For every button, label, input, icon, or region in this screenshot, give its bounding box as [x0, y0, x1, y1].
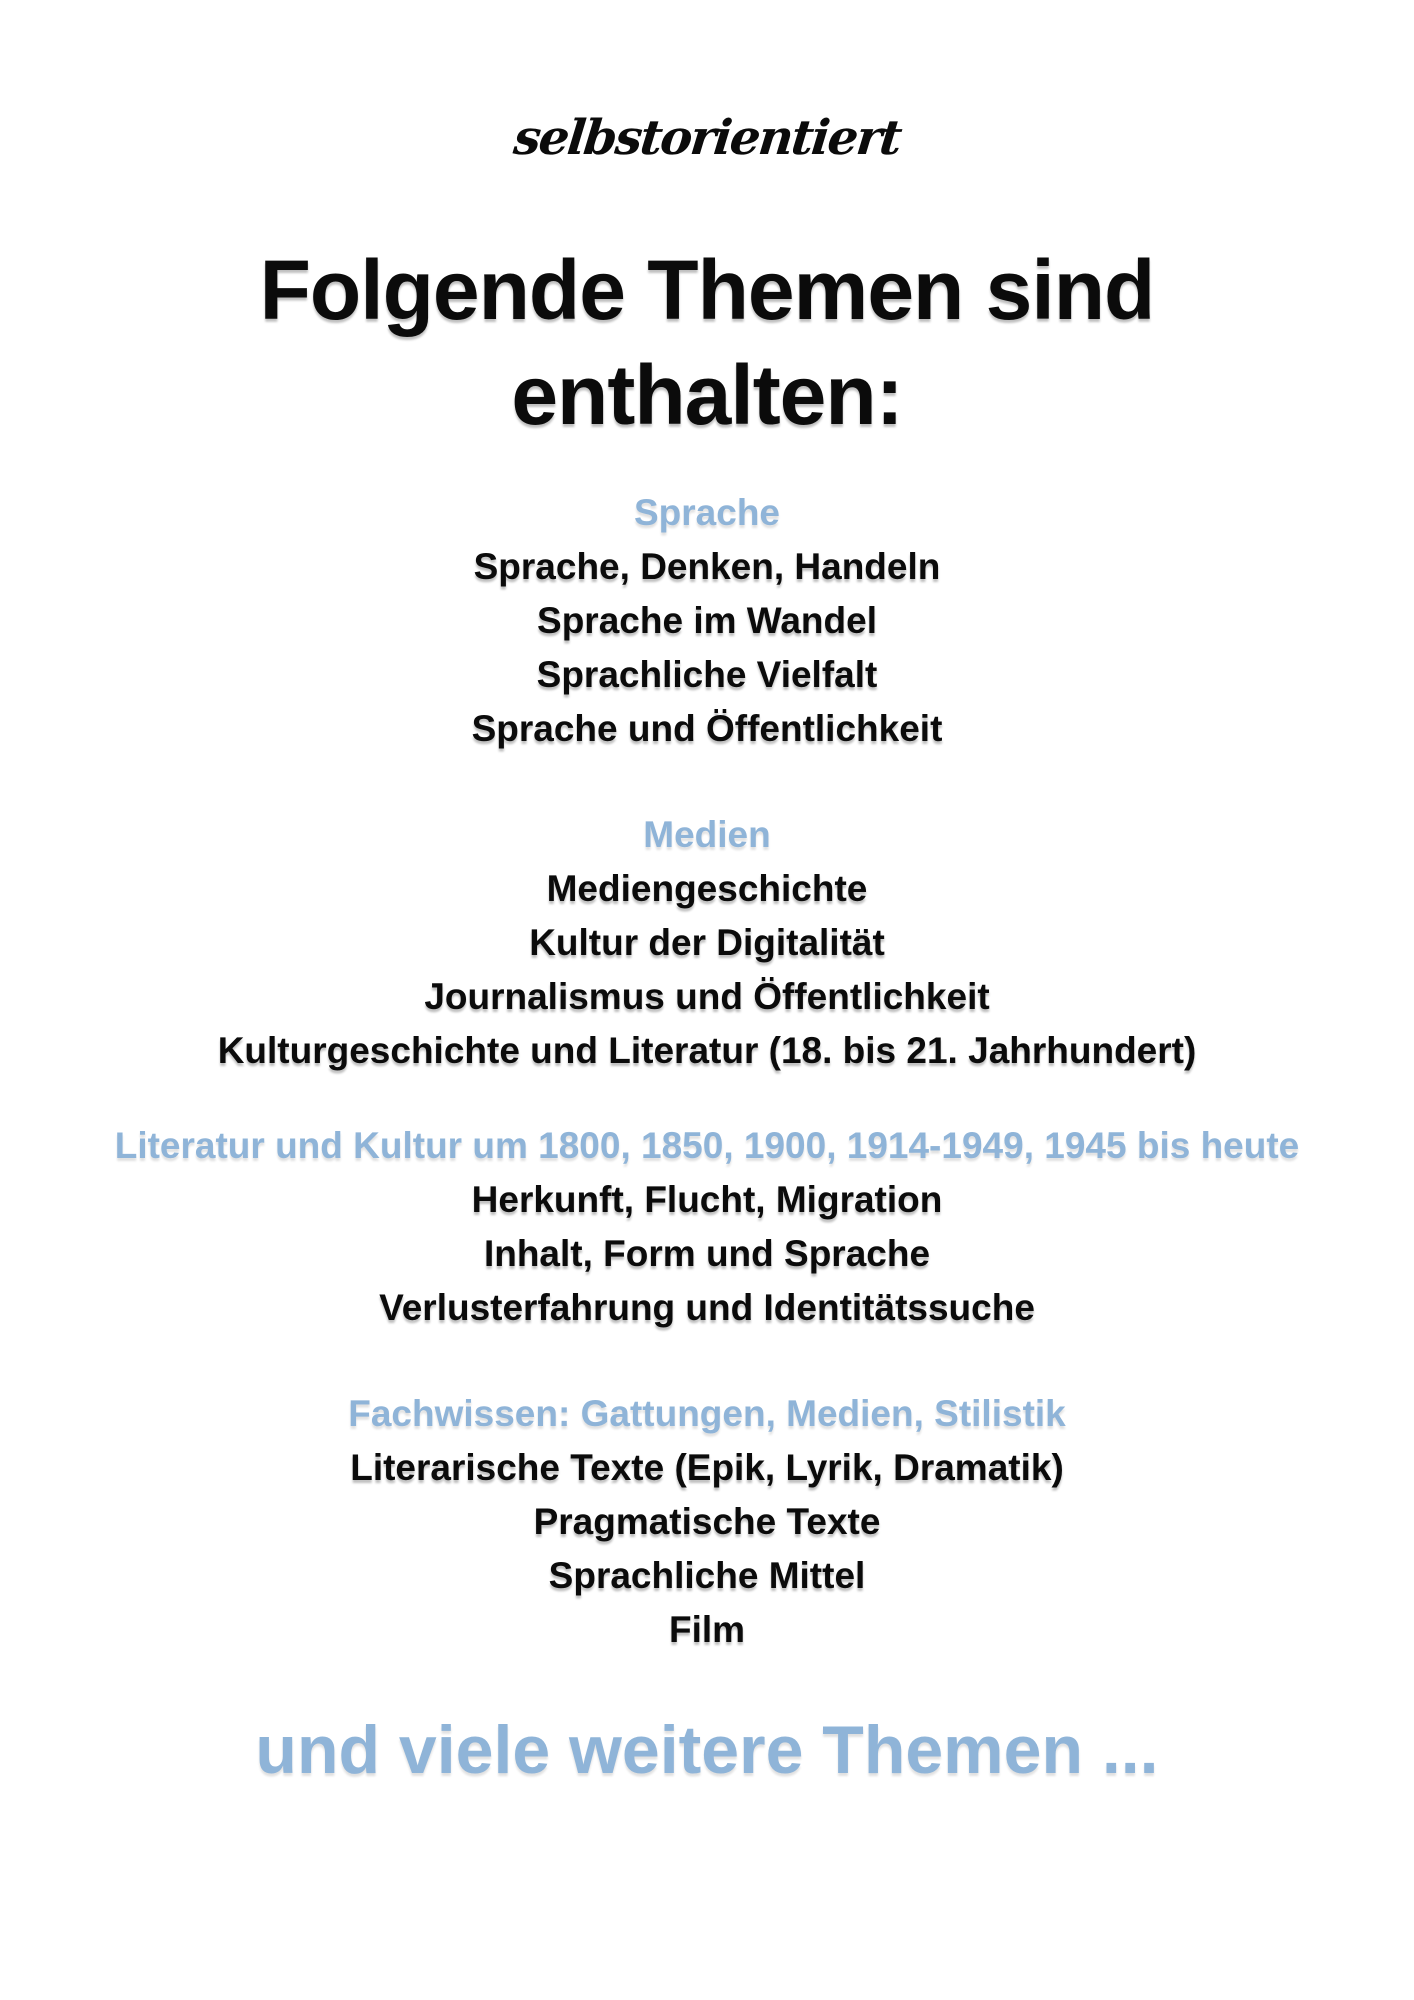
title-line-2: enthalten:: [511, 348, 903, 442]
section-heading-literatur: Literatur und Kultur um 1800, 1850, 1900, 1914-1949, 1945 bis heute: [114, 1125, 1300, 1166]
list-item: Journalismus und Öffentlichkeit: [424, 976, 990, 1017]
list-item: Sprachliche Mittel: [548, 1555, 866, 1596]
section-heading-fachwissen: Fachwissen: Gattungen, Medien, Stilistik: [348, 1393, 1066, 1434]
list-item: Pragmatische Texte: [533, 1501, 881, 1542]
list-item: Inhalt, Form und Sprache: [483, 1233, 931, 1274]
list-item: Literarische Texte (Epik, Lyrik, Dramatik): [350, 1447, 1064, 1488]
section-fachwissen: [0, 1387, 1414, 1657]
section-literatur: [0, 1119, 1414, 1335]
list-item: Sprache, Denken, Handeln: [473, 546, 941, 587]
section-medien: [0, 808, 1414, 1078]
page-title: [0, 238, 1414, 448]
section-heading-medien: Medien: [643, 814, 771, 855]
list-item: Kulturgeschichte und Literatur (18. bis 21. Jahrhundert): [217, 1030, 1197, 1071]
section-heading-sprache: Sprache: [633, 492, 780, 533]
list-item: Sprachliche Vielfalt: [536, 654, 878, 695]
list-item: Kultur der Digitalität: [529, 922, 885, 963]
selbstorientiert-logo: selbstorientiert: [511, 110, 903, 166]
list-item: Mediengeschichte: [546, 868, 868, 909]
section-sprache: [0, 486, 1414, 756]
list-item: Herkunft, Flucht, Migration: [471, 1179, 943, 1220]
footer-more-topics: und viele weitere Themen ...: [255, 1712, 1159, 1788]
list-item: Verlusterfahrung und Identitätssuche: [379, 1287, 1035, 1328]
list-item: Sprache und Öffentlichkeit: [471, 708, 943, 749]
list-item: Sprache im Wandel: [537, 600, 877, 641]
list-item: Film: [668, 1609, 746, 1650]
title-line-1: Folgende Themen sind: [259, 243, 1155, 337]
